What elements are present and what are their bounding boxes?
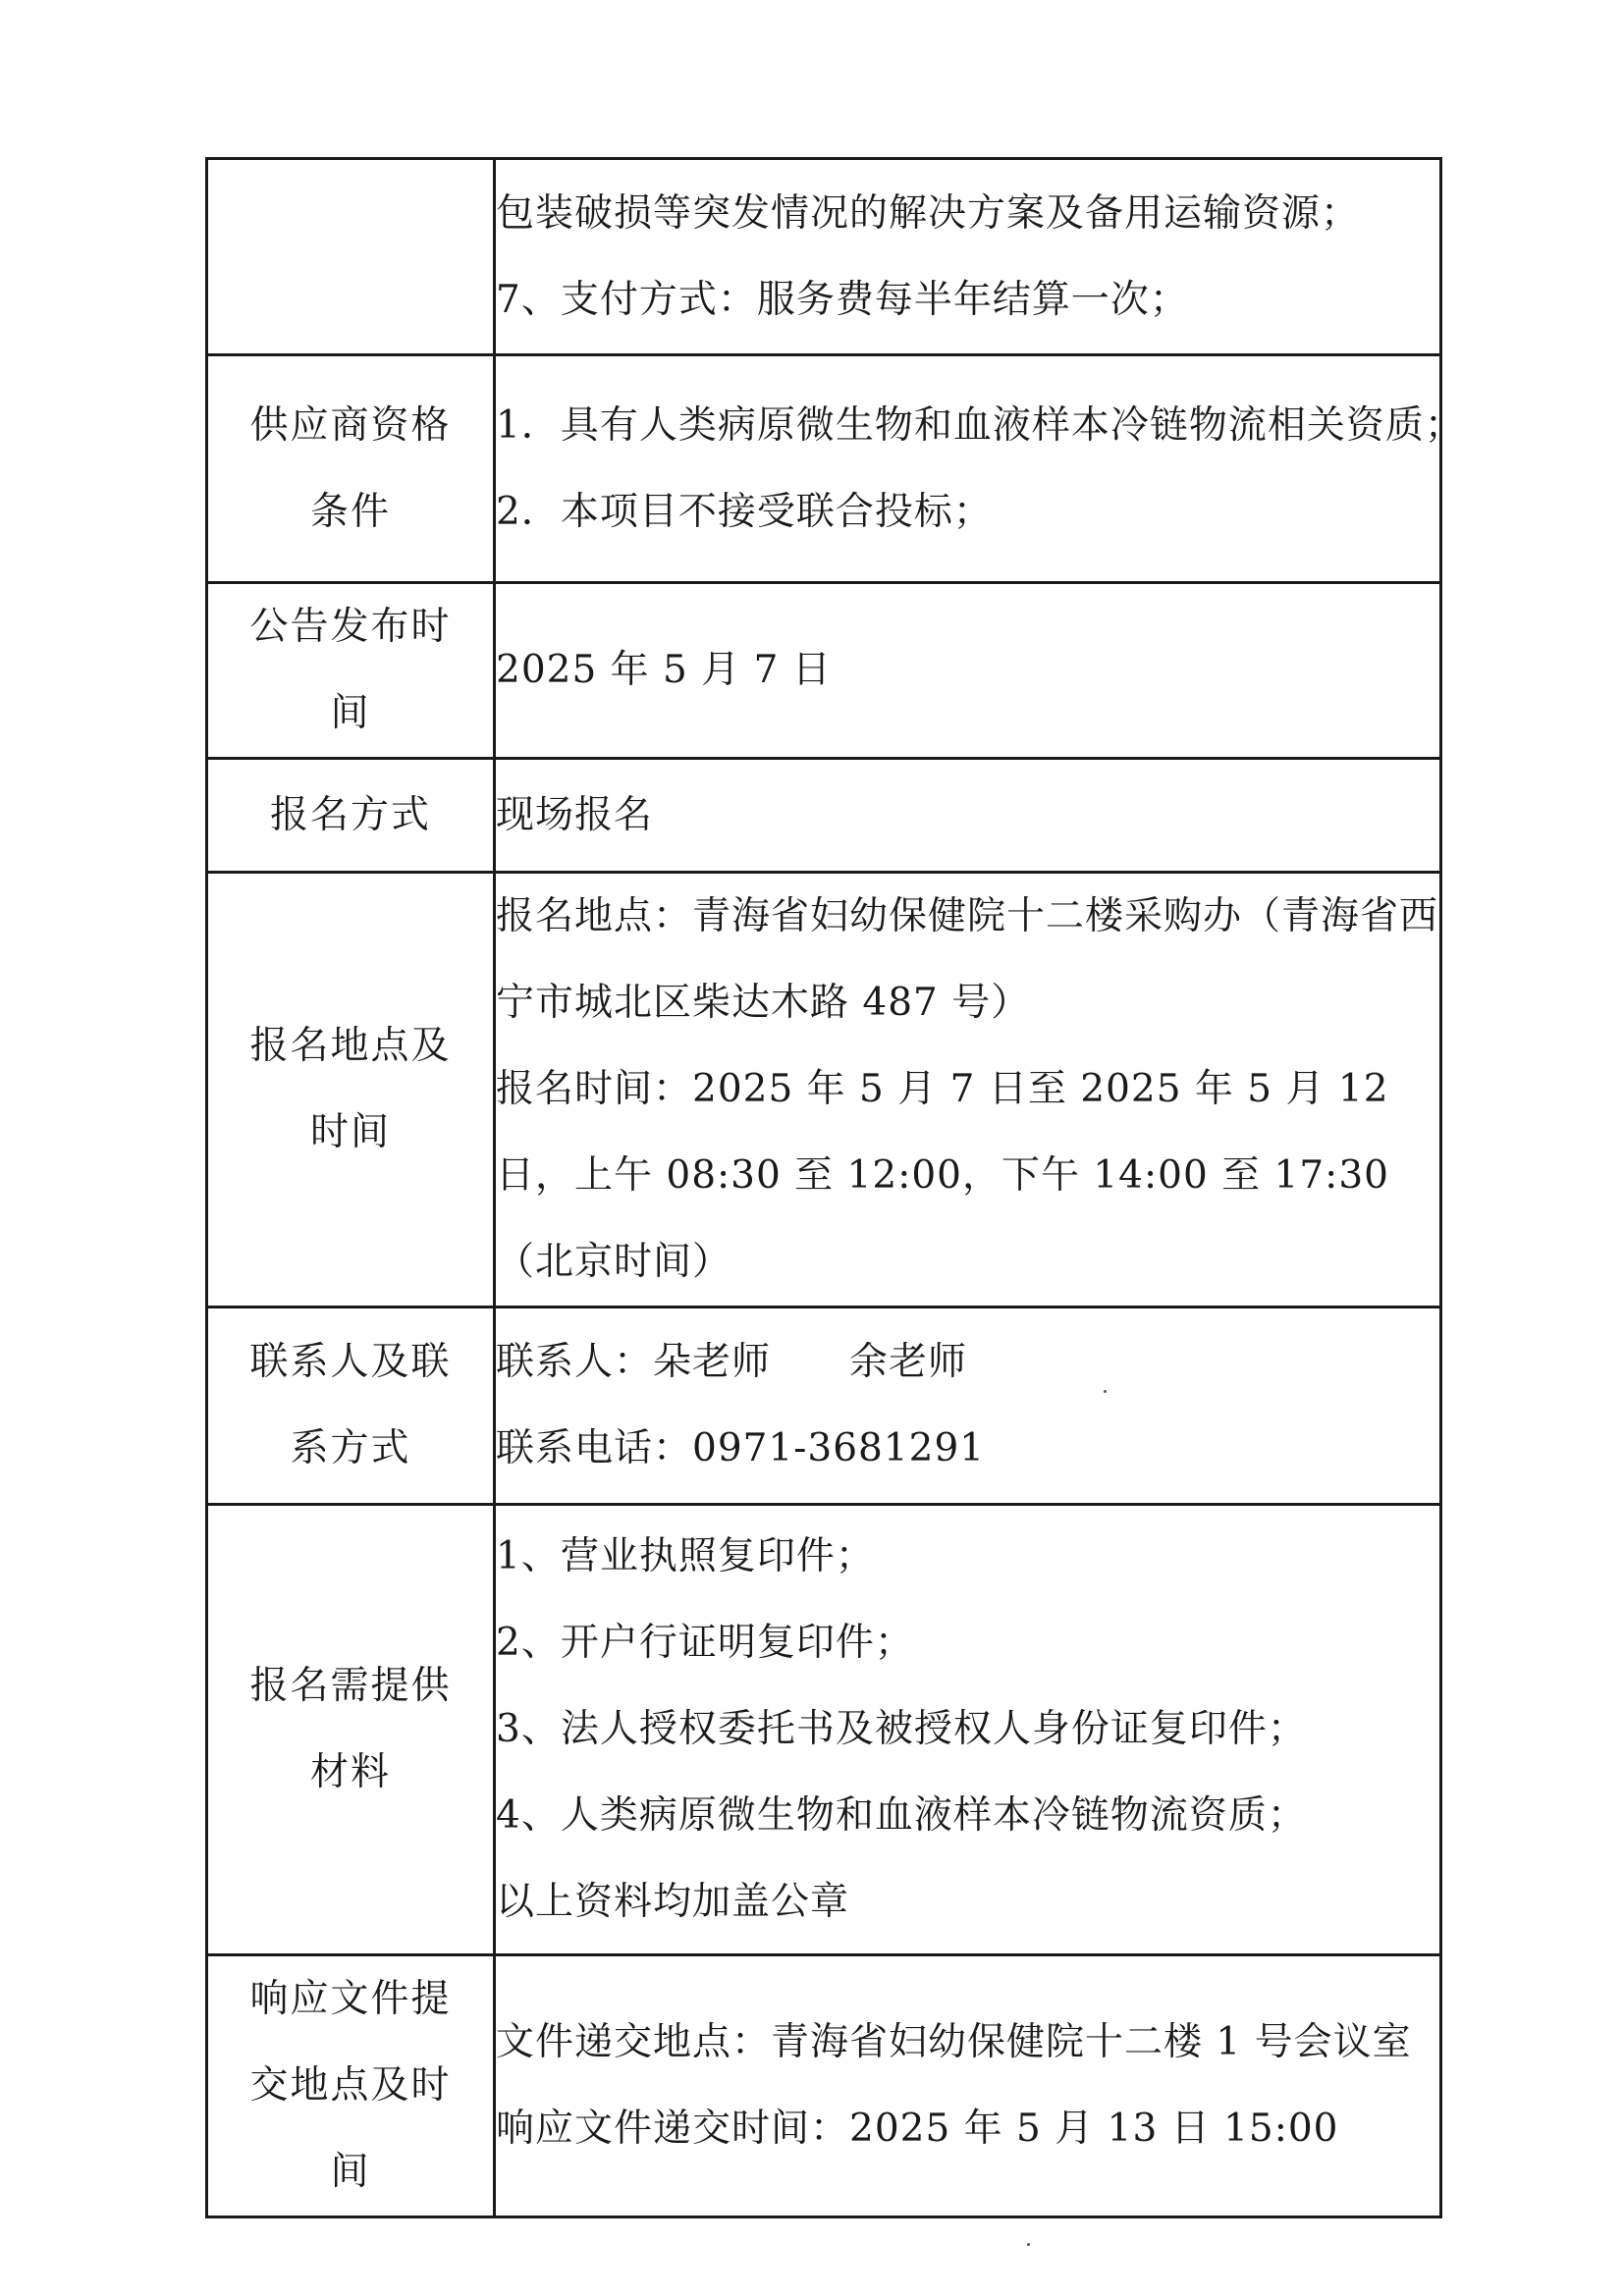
row-content [495, 1308, 1441, 1505]
row-content [495, 1955, 1441, 2217]
label-text: 报名需提供材料 [249, 1664, 452, 1794]
row-content [495, 873, 1441, 1308]
content-line: 报名时间：2025 年 5 月 7 日至 2025 年 5 月 12 日，上午 08:30 至 12:00，下午 14:00 至 17:30（北京时间） [496, 1067, 1389, 1284]
content-line: 4、人类病原微生物和血液样本冷链物流资质； [496, 1793, 1307, 1838]
content-line: 2025 年 5 月 7 日 [496, 648, 832, 692]
table-row [207, 873, 1441, 1308]
contact-name-1: 联系人：朵老师 [496, 1340, 772, 1384]
table-row [207, 355, 1441, 583]
row-label [207, 583, 495, 759]
table-row [207, 583, 1441, 759]
row-label-empty [207, 159, 495, 355]
label-text: 报名方式 [269, 792, 431, 837]
label-text: 公告发布时间 [249, 605, 452, 735]
content-line: 报名地点：青海省妇幼保健院十二楼采购办（青海省西宁市城北区柴达木路 487 号） [496, 894, 1439, 1025]
content-line: 2．本项目不接受联合投标； [496, 489, 993, 534]
procurement-notice-table [205, 157, 1464, 2218]
label-text: 联系人及联系方式 [249, 1340, 452, 1470]
contact-line [496, 1319, 1439, 1406]
contact-name-2: 余老师 [849, 1340, 968, 1384]
content-line: 1、营业执照复印件； [496, 1534, 875, 1578]
row-label [207, 1505, 495, 1955]
row-label [207, 1308, 495, 1505]
label-text: 报名地点及时间 [249, 1024, 452, 1154]
content-line: 2、开户行证明复印件； [496, 1621, 914, 1665]
row-content [495, 355, 1464, 583]
content-line: 3、法人授权委托书及被授权人身份证复印件； [496, 1707, 1307, 1751]
table-row [207, 159, 1441, 355]
table-row [207, 759, 1441, 873]
content-line: 现场报名 [496, 792, 654, 837]
scan-speck [1104, 1390, 1107, 1393]
table-row [207, 1505, 1441, 1955]
scan-speck [1027, 2243, 1030, 2246]
row-content [495, 583, 1441, 759]
row-content [495, 759, 1441, 873]
content-line: 以上资料均加盖公章 [496, 1880, 850, 1924]
content-line: 文件递交地点：青海省妇幼保健院十二楼 1 号会议室 [496, 2020, 1412, 2064]
content-line: 联系电话：0971-3681291 [496, 1426, 986, 1470]
row-label [207, 759, 495, 873]
row-content [495, 159, 1441, 355]
content-line: 1．具有人类病原微生物和血液样本冷链物流相关资质； [496, 402, 1464, 448]
table-row [207, 1955, 1441, 2217]
row-label [207, 355, 495, 583]
table-row [207, 1308, 1441, 1505]
label-text: 响应文件提交地点及时间 [249, 1977, 452, 2194]
content-line: 包装破损等突发情况的解决方案及备用运输资源； [496, 190, 1361, 236]
row-label [207, 1955, 495, 2217]
label-text: 供应商资格条件 [249, 402, 452, 534]
content-line: 7、支付方式：服务费每半年结算一次； [496, 277, 1189, 322]
content-line: 响应文件递交时间：2025 年 5 月 13 日 15:00 [496, 2107, 1339, 2151]
row-label [207, 873, 495, 1308]
row-content [495, 1505, 1441, 1955]
